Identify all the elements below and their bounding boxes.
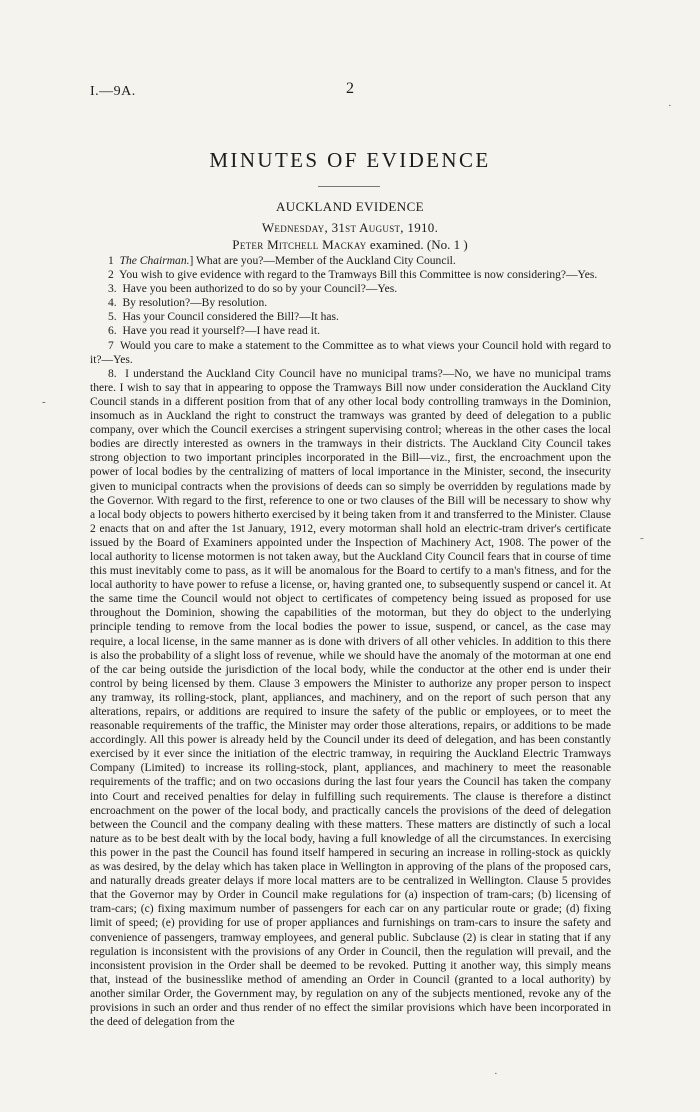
question-1 — [90, 254, 611, 268]
title-divider — [318, 186, 380, 187]
question-5: 5. Has your Council considered the Bill?—It has. — [108, 311, 339, 324]
question-text: ] What are you?—Member of the Auckland City Council. — [189, 255, 456, 267]
question-4: 4. By resolution?—By resolution. — [108, 297, 268, 310]
witness-line — [0, 237, 700, 253]
question-text: Have you read it yourself?—I have read it. — [122, 325, 320, 338]
section-heading: AUCKLAND EVIDENCE — [276, 199, 424, 214]
question-7 — [90, 339, 611, 367]
question-2 — [90, 268, 611, 282]
scan-margin-mark: · — [494, 1068, 498, 1080]
question-text: I understand the Auckland City Council have no municipal trams?—No, we have no municipal trams there. I wish to say that in appearing to oppose the Tramways Bill now under consideration the Auckland City Council stands in a different position from that of any other local body controlling tramways in the Dominion, insomuch as in Auckland the right to construct the tramways was granted by deed of delegation to a public company, over which the Council exercises a stringent supervising control; whereas in the other cases the local bodies are directly interested as owners in the tramways in their districts. The Auckland City Council takes strong objection to two important principles incorporated in the Bill—viz., first, the encroachment upon the power of local bodies by the centralizing of matters of local importance in the Minister, second, the insecurity given to municipal contracts when the provisions of deeds can so simply be overridden by regulations made by the Governor. With regard to the first, reference to one or two clauses of the Bill will be necessary to show why a local body objects to powers hitherto exercised by it being taken from it and transferred to the Minister. Clause 2 enacts that on and after the 1st January, 1912, every motorman shall hold an electric-tram driver's certificate issued by the Board of Examiners appointed under the Inspection of Machinery Act, 1908. The power of the local authority to license motormen is not taken away, but the Auckland City Council fears that in course of time this must inevitably come to pass, as it will be anomalous for the Board to certify to a man's fitness, and for the local authority to have power to refuse a license, or, having granted one, to subsequently suspend or cancel it. At the same time the Council would not object to certificates of competency being issued as proposed for use throughout the Dominion, showing the capabilities of the motorman, but they do object to the underlying principle tending to remove from the local bodies the power to issue, suspend, or cancel, as the case may require, a local license, in the same manner as is done with drivers of all other vehicles. In addition to this there is also the probability of a slight loss of revenue, while we should have the anomaly of the motorman at one end of the car being outside the jurisdiction of the local body, while the conductor at the other end is under their control by being licensed by them. Clause 3 empowers the Minister to authorize any proper person to inspect any tramway, its rolling-stock, plant, appliances, and machinery, and on the report of such person that any alterations, repairs, or additions are required to insure the safety of the public or employees, or to meet the reasonable requirements of the traffic, the Minister may order those alterations, repairs, or additions to be made accordingly. All this power is already held by the Council under its deed of delegation, and has been constantly exercised by it ever since the initiation of the electric tramway, in requiring the Auckland Electric Tramways Company (Limited) to increase its rolling-stock, plant, appliances, and machinery to meet the reasonable requirements of the traffic; and on two occasions during the last four years the Council has taken the company into Court and received penalties for delay in fulfilling such requirements. The clause is therefore a distinct encroachment on the power of the local body, and practically cancels the provisions of the deed of delegation between the Council and the company dealing with these matters. These matters are distinctly of such a local nature as to be best dealt with by the local body, having a full knowledge of all the circumstances. In exercising this power in the past the Council has found itself hampered in securing an increase in rolling-stock as quickly as was desired, by the delay which has taken place in Wellington in approving of the plans of the proposed cars, and naturally dreads greater delays if more local matters are to be centralized in Wellington. Clause 5 provides that the Governor may by Order in Council make regulations for (a) inspection of tram-cars; (b) licensing of tram-cars; (c) fixing maximum number of passengers for each car on any particular route or grade; (d) fixing limit of speed; (e) providing for use of proper appliances and furnishings on tram-cars to insure the safety and convenience of passengers, tramway employees, and general public. Subclause (2) is clear in stating that if any regulation is inconsistent with the provisions of any Order in Council, then the regulation will prevail, and the inconsistent provision in the Order shall be deemed to be revoked. Putting it another way, this simply means that, instead of the businesslike method of amending an Order in Council (granted to a local authority) by another similar Order, the Government may, by regulation on any of the subjects mentioned, revoke any of the provisions in such an order and thus render of no effect the similar provisions which have been incorporated in the deed of delegation from the — [90, 367, 611, 1029]
question-text: By resolution?—By resolution. — [122, 297, 268, 310]
scan-margin-mark: ˜ — [640, 536, 644, 548]
question-3: 3. Have you been authorized to do so by your Council?—Yes. — [108, 283, 398, 296]
speaker-name: The Chairman. — [119, 255, 190, 267]
question-8: 8. I understand the Auckland City Council have no municipal trams?—No, we have no municipal trams there. I wish to say that in appearing to oppose the Tramways Bill now under consideration the Auckland City Council stands in a different position from that of any other local body controlling tramways in the Dominion, insomuch as in Auckland the right to construct the tramways was granted by deed of delegation to a public company, over which the Council exercises a stringent supervising control; whereas in the other cases the local bodies are directly interested as owners in the tramways in their districts. The Auckland City Council takes strong objection to two important principles incorporated in the Bill—viz., first, the encroachment upon the power of local bodies by the centralizing of matters of local importance in the Minister, second, the insecurity given to municipal contracts when the provisions of deeds can so simply be overridden by regulations made by the Governor. With regard to the first, reference to one or two clauses of the Bill will be necessary to show why a local body objects to powers hitherto exercised by it being taken from it and transferred to the Minister. Clause 2 enacts that on and after the 1st January, 1912, every motorman shall hold an electric-tram driver's certificate issued by the Board of Examiners appointed under the Inspection of Machinery Act, 1908. The power of the local authority to license motormen is not taken away, but the Auckland City Council fears that in course of time this must inevitably come to pass, as it will be anomalous for the Board to certify to a man's fitness, and for the local authority to have power to refuse a license, or, having granted one, to subsequently suspend or cancel it. At the same time the Council would not object to certificates of competency being issued as proposed for use throughout the Dominion, showing the capabilities of the motorman, but they do object to the underlying principle tending to remove from the local bodies the power to issue, suspend, or cancel, as the case may require, a local license, in the same manner as is done with drivers of all other vehicles. In addition to this there is also the probability of a slight loss of revenue, while we should have the anomaly of the motorman at one end of the car being outside the jurisdiction of the local body, while the conductor at the other end is under their control by being licensed by them. Clause 3 empowers the Minister to authorize any proper person to inspect any tramway, its rolling-stock, plant, appliances, and machinery, and on the report of such person that any alterations, repairs, or additions are required to insure the safety of the public or employees, or to meet the reasonable requirements of the traffic, the Minister may order those alterations, repairs, or additions to be made accordingly. All this power is already held by the Council under its deed of delegation, and has been constantly exercised by it ever since the initiation of the electric tramway, in requiring the Auckland Electric Tramways Company (Limited) to increase its rolling-stock, plant, appliances, and machinery to meet the reasonable requirements of the traffic; and on two occasions during the last four years the Council has taken the company into Court and received penalties for delay in fulfilling such requirements. The clause is therefore a distinct encroachment on the power of the local body, and practically cancels the provisions of the deed of delegation between the Council and the company dealing with these matters. These matters are distinctly of such a local nature as to be best dealt with by the local body, having a full knowledge of all the circumstances. In exercising this power in the past the Council has found itself hampered in securing an increase in rolling-stock as quickly as was desired, by the delay which has taken place in Wellington in approving of the plans of the proposed cars, and naturally dreads greater delays if more local matters are to be centralized in Wellington. Clause 5 provides that the Governor may by Order in Council make regulations for (a) inspection of tram-cars; (b) licensing of tram-cars; (c) fixing maximum number of passengers for each car on any particular route or grade; (d) fixing limit of speed; (e) providing for use of proper appliances and furnishings on tram-cars to insure the safety and convenience of passengers, tramway employees, and general public. Subclause (2) is clear in stating that if any regulation is inconsistent with the provisions of any Order in Council, then the regulation will prevail, and the inconsistent provision in the Order shall be deemed to be revoked. Putting it another way, this simply means that, instead of the businesslike method of amending an Order in Council (granted to a local authority) by another similar Order, the Government may, by regulation on any of the subjects mentioned, revoke any of the provisions in such an order and thus render of no effect the similar provisions which have been incorporated in the deed of delegation from the — [90, 367, 611, 1029]
page-number: 2 — [346, 80, 354, 97]
question-text: Has your Council considered the Bill?—It has. — [122, 311, 339, 324]
question-text: Would you care to make a statement to the Committee as to what views your Council hold with regard to it?—Yes. — [90, 339, 611, 366]
question-number: 4 — [108, 297, 114, 310]
question-number: 3 — [108, 283, 114, 296]
question-number: 7 — [108, 339, 114, 352]
question-number: 1 — [108, 255, 114, 267]
witness-suffix: examined. (No. 1 ) — [366, 237, 468, 252]
scan-margin-mark: · — [668, 100, 672, 112]
scan-margin-mark: - — [42, 396, 46, 408]
question-number: 8 — [108, 367, 114, 380]
question-6: 6. Have you read it yourself?—I have read it. — [108, 325, 320, 338]
witness-name: Peter Mitchell Mackay — [232, 237, 367, 252]
document-reference: I.—9A. — [90, 84, 136, 99]
question-number: 2 — [108, 269, 114, 282]
page-title: MINUTES OF EVIDENCE — [209, 148, 491, 172]
question-text: Have you been authorized to do so by your Council?—Yes. — [122, 283, 398, 296]
evidence-body — [90, 254, 611, 1029]
question-number: 6 — [108, 325, 114, 338]
question-number: 5 — [108, 311, 114, 324]
date-line: Wednesday, 31st August, 1910. — [261, 220, 439, 235]
question-text: You wish to give evidence with regard to the Tramways Bill this Committee is now considering?—Yes. — [119, 269, 598, 282]
